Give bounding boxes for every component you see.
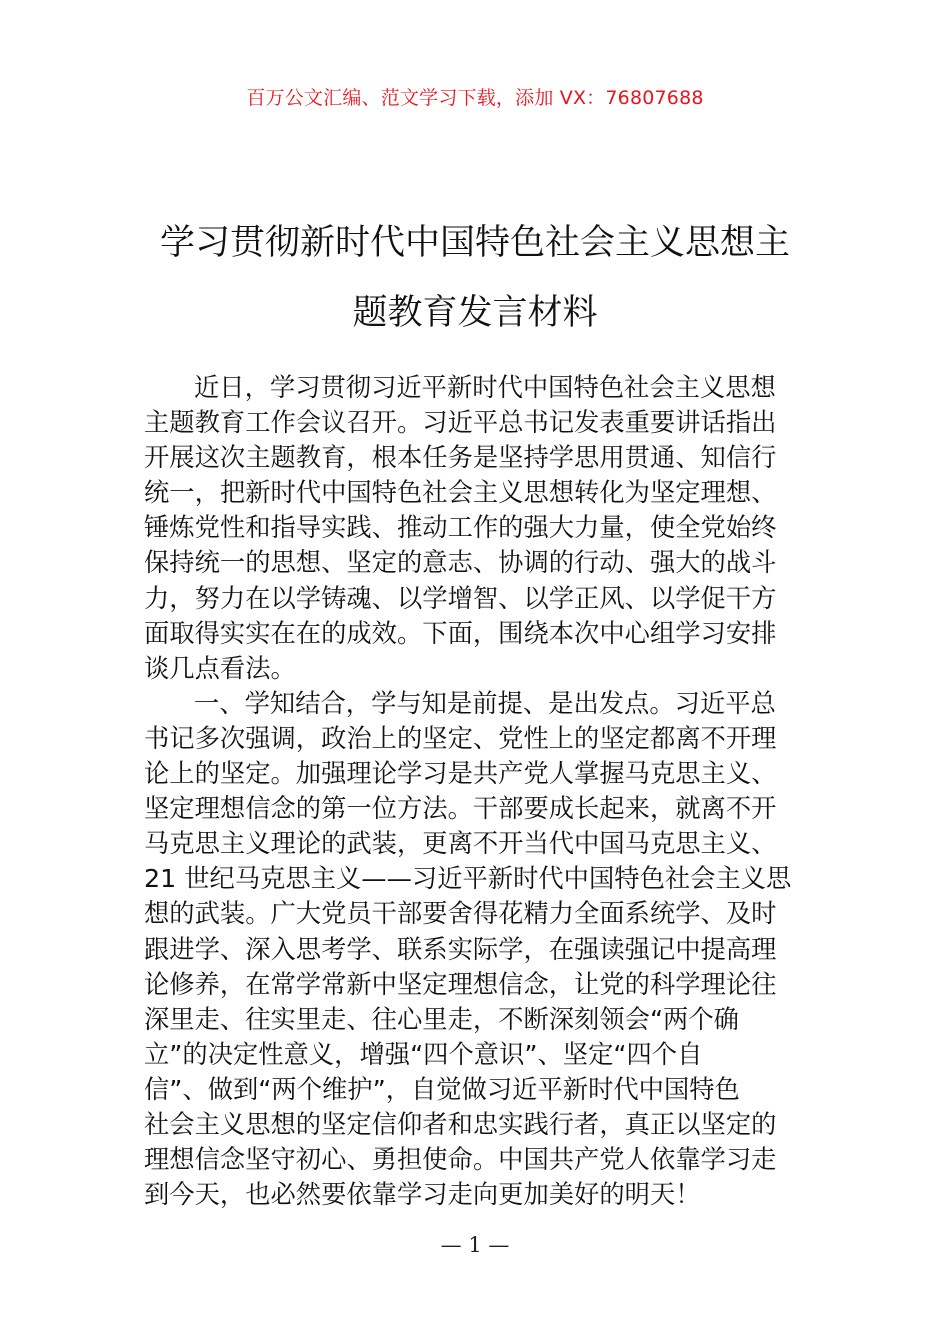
paragraph-line: 论上的坚定。加强理论学习是共产党人掌握马克思主义、: [144, 759, 777, 789]
paragraph-line: 近日，学习贯彻习近平新时代中国特色社会主义思想: [194, 373, 776, 402]
paragraph-line: 到今天，也必然要依靠学习走向更加美好的明天！: [144, 1180, 701, 1210]
paragraph-line: 理想信念坚守初心、勇担使命。中国共产党人依靠学习走: [144, 1145, 777, 1175]
title-line-2: 题教育发言材料: [352, 293, 598, 333]
section-heading-line: 一、学知结合，学与知是前提、是出发点。习近平总: [194, 688, 776, 718]
paragraph-line: 保持统一的思想、坚定的意志、协调的行动、强大的战斗: [144, 548, 777, 578]
paragraph-line: 社会主义思想的坚定信仰者和忠实践行者，真正以坚定的: [144, 1109, 777, 1139]
paragraph-line: 力，努力在以学铸魂、以学增智、以学正风、以学促干方: [144, 583, 777, 613]
document-title: [150, 208, 800, 348]
paragraph-line: 信”、做到“两个维护”，自觉做习近平新时代中国特色: [144, 1074, 740, 1104]
paragraph-line: 跟进学、深入思考学、联系实际学，在强读强记中提高理: [144, 934, 777, 964]
paragraph-line: 锤炼党性和指导实践、推动工作的强大力量，使全党始终: [144, 513, 777, 543]
title-line-1: 学习贯彻新时代中国特色社会主义思想主: [159, 223, 790, 263]
paragraph-line: 想的武装。广大党员干部要舍得花精力全面系统学、及时: [144, 899, 777, 929]
paragraph-line: 开展这次主题教育，根本任务是坚持学思用贯通、知信行: [144, 443, 777, 473]
paragraph-line: 马克思主义理论的武装，更离不开当代中国马克思主义、: [144, 829, 777, 859]
paragraph-line: 面取得实实在在的成效。下面，围绕本次中心组学习安排: [144, 618, 777, 648]
paragraph-line: 立”的决定性意义，增强“四个意识”、坚定“四个自: [144, 1039, 703, 1069]
paragraph-line: 21 世纪马克思主义——习近平新时代中国特色社会主义思: [144, 864, 792, 894]
page-number: — 1 —: [440, 1233, 510, 1257]
paragraph-line: 谈几点看法。: [144, 653, 296, 683]
download-banner: 百万公文汇编、范文学习下载，添加 VX：76807688: [246, 87, 704, 109]
paragraph-line: 统一，把新时代中国特色社会主义思想转化为坚定理想、: [144, 478, 777, 508]
paragraph-line: 深里走、往实里走、往心里走，不断深刻领会“两个确: [144, 1004, 739, 1034]
paragraph-line: 论修养，在常学常新中坚定理想信念，让党的科学理论往: [144, 969, 777, 999]
paragraph-line: 主题教育工作会议召开。习近平总书记发表重要讲话指出: [144, 408, 777, 438]
paragraph-line: 坚定理想信念的第一位方法。干部要成长起来，就离不开: [144, 794, 777, 824]
paragraph-line: 书记多次强调，政治上的坚定、党性上的坚定都离不开理: [144, 723, 777, 753]
document-body: [144, 370, 812, 1212]
